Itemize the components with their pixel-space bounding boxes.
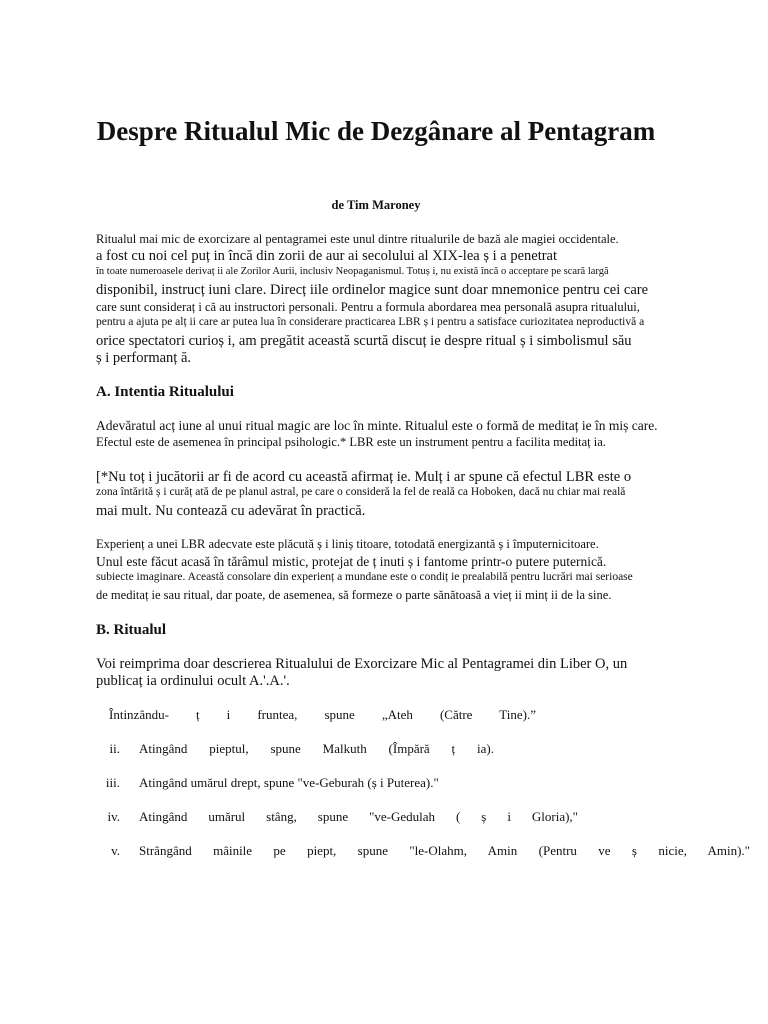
intro-line: în toate numeroasele derivaț ii ale Zorilor Aurii, inclusiv Neopaganismul. Totuș i, nu există încă o acceptare pe scară largă [96, 266, 609, 277]
intro-line: ș i performanț ă. [96, 350, 192, 366]
intro-line: orice spectatori curioș i, am pregătit această scurtă discuț ie despre ritual ș i simbolismul său [96, 333, 632, 349]
list-number: iv. [107, 809, 120, 824]
paragraph-line: publicaț ia ordinului ocult A.'.A.'. [96, 673, 290, 689]
list-item [96, 809, 750, 829]
paragraph-line: Voi reimprima doar descrierea Ritualului de Exorcizare Mic al Pentagramei din Liber O, un [96, 656, 628, 672]
section-b-heading: B. Ritualul [96, 622, 167, 638]
paragraph-line: Unul este făcut acasă în tărâmul mistic, protejat de ț inuti ș i fantome printr-o putere puternică. [96, 554, 607, 569]
intro-line: a fost cu noi cel puț in încă din zorii de aur ai secolului al XIX-lea ș i a penetrat [96, 248, 558, 264]
list-text: Strângând mâinile pe piept, spune "le-Olahm, Amin (Pentru ve ș nicie, Amin)." [139, 843, 750, 858]
list-text: Atingând umărul stâng, spune "ve-Gedulah ( ș i Gloria)," [139, 809, 578, 824]
list-text: Atingând pieptul, spune Malkuth (Împără ț ia). [139, 741, 494, 756]
paragraph-line: mai mult. Nu contează cu adevărat în practică. [96, 503, 366, 519]
intro-line: Ritualul mai mic de exorcizare al pentagramei este unul dintre ritualurile de bază ale magiei occidentale. [96, 232, 619, 246]
list-item [96, 707, 750, 727]
paragraph-line: Experienț a unei LBR adecvate este plăcută ș i liniș titoare, totodată energizantă ș i împuternicitoare. [96, 537, 599, 551]
paragraph-line: Adevăratul acț iune al unui ritual magic are loc în minte. Ritualul este o formă de meditaț ie în miș care. [96, 418, 658, 433]
intro-line: pentru a ajuta pe alț ii care ar putea lua în considerare practicarea LBR ș i pentru a satisface curiozitatea neproductivă a [96, 316, 645, 328]
intro-line: care sunt consideraț i că au instructori personali. Pentru a formula abordarea mea personală asupra ritualului, [96, 300, 640, 314]
list-number: ii. [109, 741, 120, 756]
paragraph-line: subiecte imaginare. Această consolare din experienț a mundane este o condiț ie prealabilă pentru lucrări mai serioase [96, 571, 633, 583]
list-item [96, 843, 750, 863]
list-text: Întinzându- ț i fruntea, spune „Ateh (Către Tine).” [109, 707, 536, 722]
paragraph-line: [*Nu toț i jucătorii ar fi de acord cu această afirmaț ie. Mulț i ar spune că efectul LBR este o [96, 469, 632, 485]
list-text: Atingând umărul drept, spune "ve-Geburah (ș i Puterea)." [139, 775, 439, 790]
document-title: Despre Ritualul Mic de Dezgânare al Pentagram [96, 116, 656, 146]
paragraph-line: de meditaț ie sau ritual, dar poate, de asemenea, să formeze o parte sănătoasă a vieț ii minț ii de la sine. [96, 588, 612, 602]
section-a-heading: A. Intentia Ritualului [96, 384, 234, 400]
paragraph-line: Efectul este de asemenea în principal psihologic.* LBR este un instrument pentru a facilita meditaț ia. [96, 435, 606, 449]
list-number: v. [111, 843, 120, 858]
list-item [96, 741, 750, 761]
author-line: de Tim Maroney [331, 198, 421, 212]
paragraph-line: zona întărită ș i curăț ată de pe planul astral, pe care o consideră la fel de reală ca Hoboken, dacă nu chiar mai reală [96, 486, 626, 498]
list-item [96, 775, 750, 795]
list-number: iii. [105, 775, 120, 790]
intro-line: disponibil, instrucț iuni clare. Direcț iile ordinelor magice sunt doar mnemonice pentru cei care [96, 282, 649, 298]
